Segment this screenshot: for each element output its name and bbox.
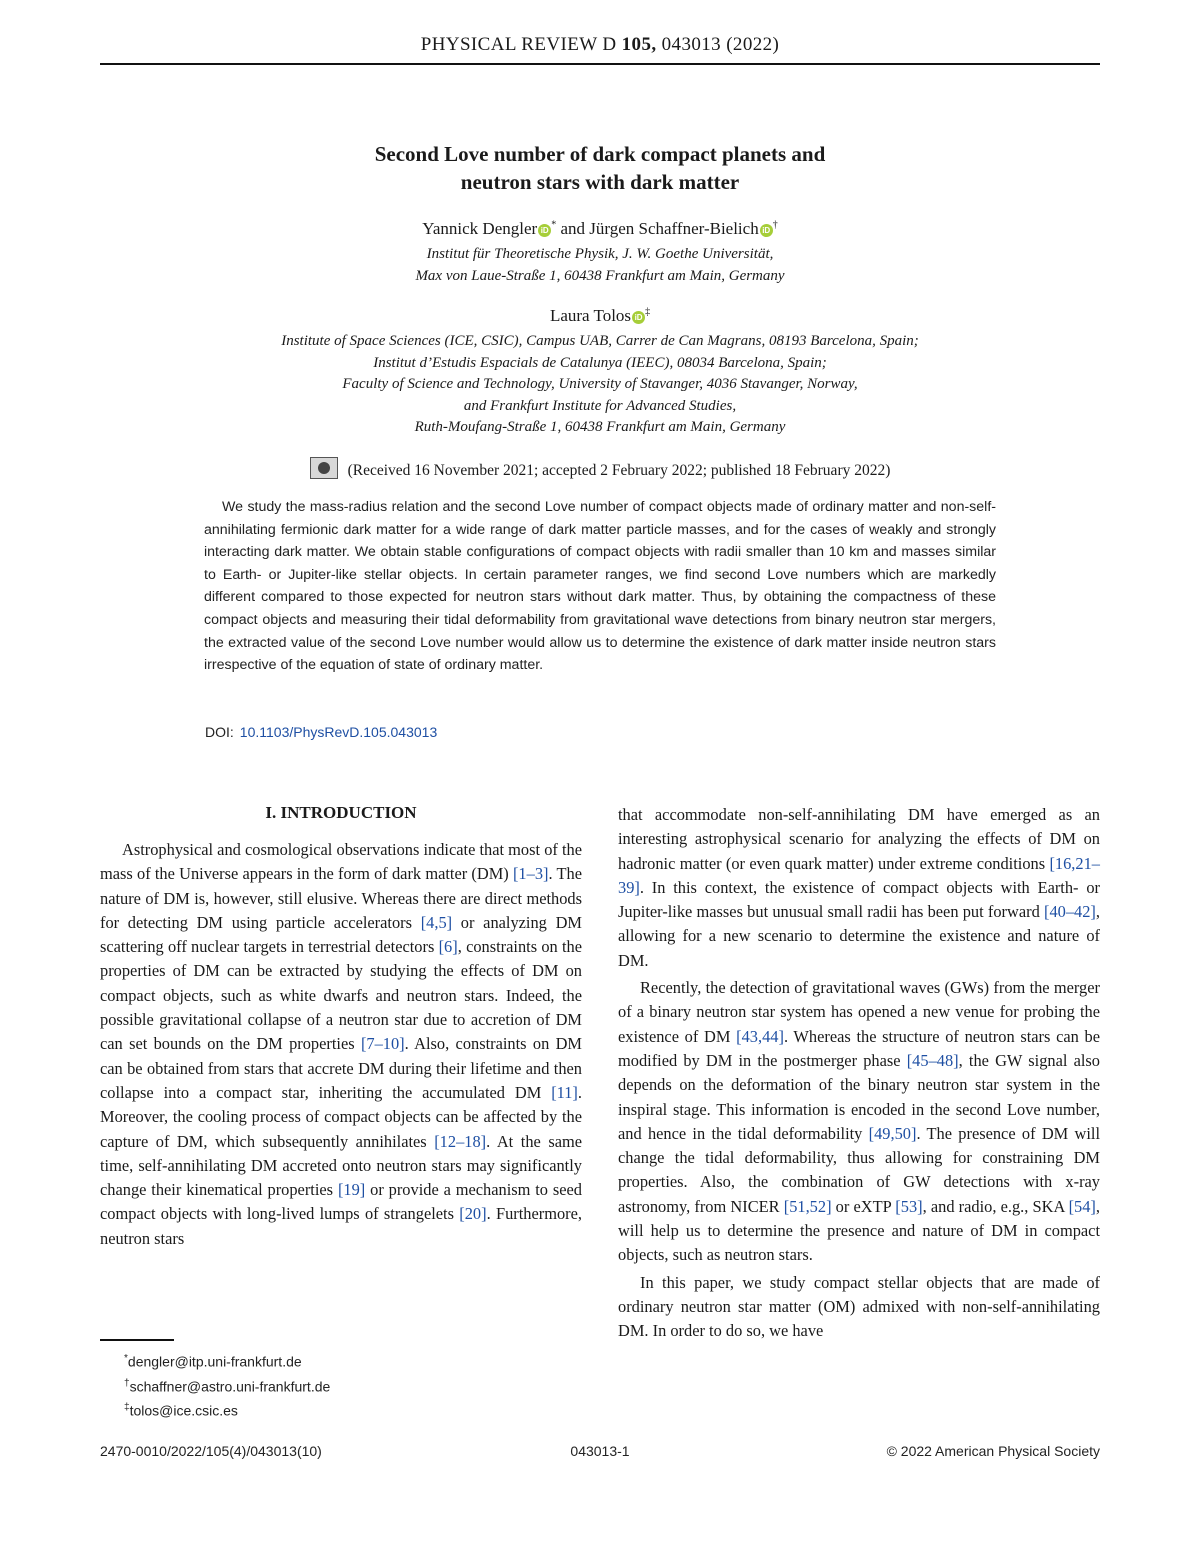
authors-line-2: Laura Tolos iD‡ (549, 306, 651, 325)
authors-line-1: Yannick Dengler iD* and Jürgen Schaffner-Bielich iD† (422, 219, 778, 238)
author-tolos: Laura Tolos (549, 306, 632, 325)
citation-link[interactable]: [40–42] (1043, 902, 1096, 922)
citation-link[interactable]: [12–18] (434, 1131, 487, 1151)
text-run: , will help us to determine the presence and nature of DM in compact objects, such as neutron stars. (618, 1196, 1100, 1265)
author-dengler: Yannick Dengler (422, 219, 538, 238)
text-run: or provide a mechanism to seed compact objects with long-lived lumps of strangelets (100, 1180, 582, 1224)
author-schaffner-bielich: Jürgen Schaffner-Bielich (589, 219, 759, 238)
history-icon[interactable] (310, 457, 338, 479)
footer-issn: 2470-0010/2022/105(4)/043013(10) (100, 1443, 322, 1459)
citation-link[interactable]: [49,50] (868, 1123, 917, 1143)
text-run: . Also, constraints on DM can be obtained from stars that accrete DM during their lifetime and then collapse into a compact star, inheriting the accumulated DM (100, 1034, 582, 1102)
footer-page-number: 043013-1 (570, 1443, 630, 1459)
text-run: . The nature of DM is, however, still elusive. Whereas there are direct methods for detecting DM using particle accelerators (100, 864, 582, 932)
affiliation-block-2: Institute of Space Sciences (ICE, CSIC), Campus UAB, Carrer de Can Magrans, 08193 Barcelona, Spain; Institut d’Estudis Espacials de Catalunya (IEEC), 08034 Barcelona, Spain; Faculty of Science and Technology, University of Stavanger, 4036 Stavanger, Norway, and Frankfurt Institute for Advanced Studies, Ruth-Moufang-Straße 1, 60438 Frankfurt am Main, Germany (281, 333, 919, 435)
citation-link[interactable]: [19] (337, 1180, 366, 1200)
citation-link[interactable]: [6] (438, 937, 458, 957)
footnote-email[interactable]: tolos@ice.csic.es (129, 1402, 238, 1419)
citation-link[interactable]: [43,44] (736, 1026, 784, 1046)
publication-history: (Received 16 November 2021; accepted 2 February 2022; published 18 February 2022) (200, 457, 1000, 480)
citation-link[interactable]: [45–48] (906, 1050, 959, 1070)
text-run: . The presence of DM will change the tidal deformability, thus allowing for constraining DM properties. Also, the combination of GW detections with x-ray astronomy, from NICER (618, 1123, 1100, 1216)
text-run: , allowing for a new scenario to determine the existence and nature of DM. (618, 902, 1100, 970)
text-run: Astrophysical and cosmological observations indicate that most of the mass of the Universe appears in the form of dark matter (DM) (100, 840, 582, 884)
article-number: 043013 (2022) (661, 34, 780, 55)
footnote-email[interactable]: schaffner@astro.uni-frankfurt.de (129, 1378, 331, 1395)
footnote: ‡tolos@ice.csic.es (124, 1402, 238, 1419)
journal-header (100, 34, 1100, 56)
text-run: that accommodate non-self-annihilating DM have emerged as an interesting astrophysical scenario for analyzing the effects of DM on hadronic matter (or even quark matter) under extreme conditions (618, 805, 1100, 873)
citation-link[interactable]: [51,52] (783, 1196, 832, 1216)
text-run: Recently, the detection of gravitational waves (GWs) from the merger of a binary neutron star system has opened a new venue for probing the existence of DM (618, 978, 1100, 1046)
doi-link[interactable]: 10.1103/PhysRevD.105.043013 (239, 724, 438, 740)
text-run: or eXTP (831, 1196, 896, 1216)
text-run: . Whereas the structure of neutron stars can be modified by DM in the postmerger phase (618, 1026, 1100, 1070)
journal-volume: 105, (621, 34, 657, 55)
text-run: , the GW signal also depends on the deformation of the binary neutron star system in the inspiral stage. This information is encoded in the second Love number, and hence in the tidal deformability (618, 1050, 1100, 1143)
text-run: , constraints on the properties of DM can be extracted by studying the effects of DM on compact objects, such as white dwarfs and neutron stars. Indeed, the possible gravitational collapse of a neutron star due to accretion of DM can set bounds on the DM properties (100, 937, 582, 1054)
citation-link[interactable]: [53] (895, 1196, 923, 1216)
paragraph (618, 1271, 1100, 1344)
doi-line: DOI: 10.1103/PhysRevD.105.043013 (205, 724, 438, 740)
citation-link[interactable]: [1–3] (512, 864, 549, 884)
paragraph (618, 976, 1100, 1268)
intro-right-column (618, 803, 1100, 1347)
footnote: †schaffner@astro.uni-frankfurt.de (124, 1377, 331, 1395)
citation-link[interactable]: [16,21–39] (618, 853, 1100, 897)
footnote-email[interactable]: dengler@itp.uni-frankfurt.de (127, 1353, 302, 1370)
text-run: or analyzing DM scattering off nuclear targets in terrestrial detectors (100, 912, 582, 957)
citation-link[interactable]: [4,5] (420, 912, 453, 932)
text-run: , and radio, e.g., SKA (922, 1196, 1069, 1216)
text-run: . At the same time, self-annihilating DM accreted onto neutron stars may significantly change their kinematical properties (100, 1131, 582, 1200)
footnotes (124, 1348, 330, 1422)
intro-left-column (100, 838, 582, 1254)
paragraph (618, 803, 1100, 973)
orcid-icon[interactable]: iD (538, 224, 551, 237)
footnote-rule (100, 1339, 174, 1341)
text-run: In this paper, we study compact stellar objects that are made of ordinary neutron star matter (OM) admixed with non-self-annihilating DM. In order to do so, we have (618, 1272, 1100, 1341)
citation-link[interactable]: [20] (459, 1204, 487, 1224)
section-title: I. INTRODUCTION (265, 803, 417, 822)
paper-title: Second Love number of dark compact planets and neutron stars with dark matter (374, 142, 826, 194)
footer-copyright: © 2022 American Physical Society (886, 1443, 1100, 1459)
citation-link[interactable]: [54] (1068, 1196, 1096, 1216)
header-rule (100, 63, 1100, 65)
orcid-icon[interactable]: iD (632, 311, 645, 324)
citation-link[interactable]: [11] (551, 1082, 578, 1102)
paragraph (100, 838, 582, 1251)
citation-link[interactable]: [7–10] (360, 1034, 405, 1054)
text-run: . Furthermore, neutron stars (100, 1204, 582, 1248)
abstract: We study the mass-radius relation and the second Love number of compact objects made of ordinary matter and non-self-annihilating fermionic dark matter for a wide range of dark matter particle masses, and for the cases of weakly and strongly interacting dark matter. We obtain stable configurations of compact objects with radii smaller than 10 km and masses similar to Earth- or Jupiter-like stellar objects. In certain parameter ranges, we find second Love numbers which are markedly different compared to those expected for neutron stars without dark matter. Thus, by obtaining the compactness of these compact objects and measuring their tidal deformability from gravitational wave detections from binary neutron star mergers, the extracted value of the second Love number would allow us to determine the existence of dark matter inside neutron stars irrespective of the equation of state of ordinary matter. (204, 499, 996, 674)
text-run: . In this context, the existence of compact objects with Earth- or Jupiter-like masses but unusual small radii has been put forward (618, 877, 1100, 922)
text-run: . Moreover, the cooling process of compact objects can be affected by the capture of DM, which subsequently annihilates (100, 1082, 582, 1151)
footnote: *dengler@itp.uni-frankfurt.de (124, 1353, 302, 1370)
journal-name: PHYSICAL REVIEW D (420, 34, 617, 55)
affiliation-block-1: Institut für Theoretische Physik, J. W. Goethe Universität, Max von Laue-Straße 1, 60438 Frankfurt am Main, Germany (415, 246, 785, 284)
orcid-icon[interactable]: iD (760, 224, 773, 237)
